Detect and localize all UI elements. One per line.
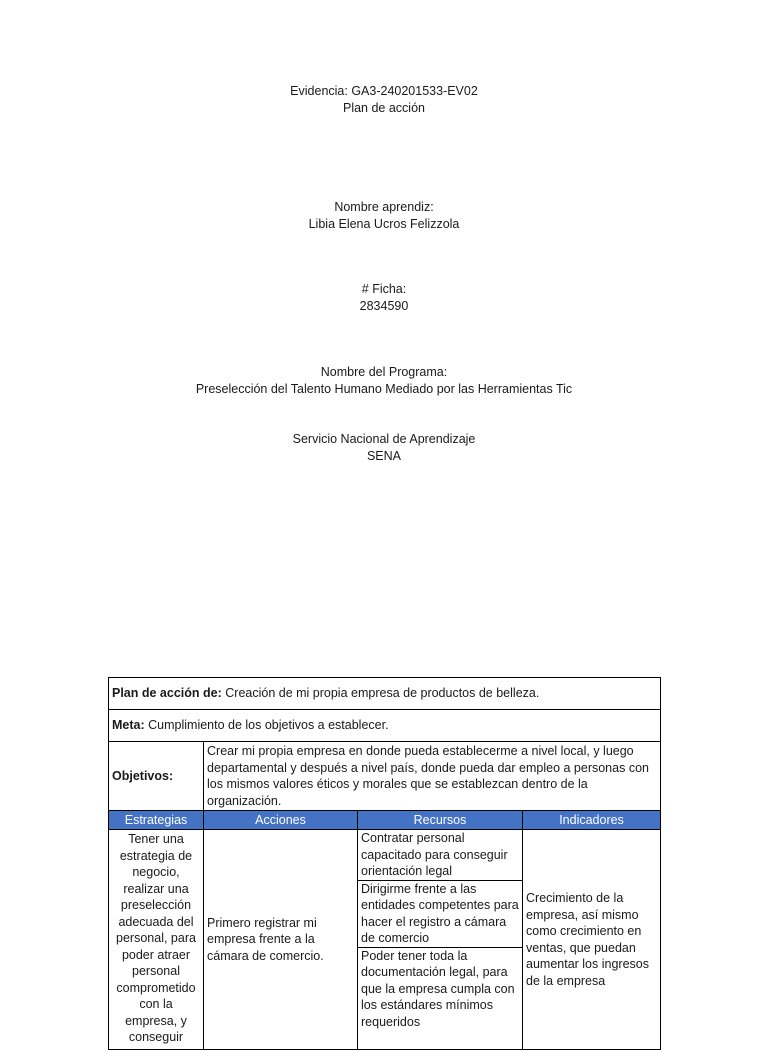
table-row xyxy=(109,830,661,1050)
institution-acronym: SENA xyxy=(366,448,402,463)
ficha-label: # Ficha: xyxy=(361,282,407,296)
recurso-item: Contratar personal capacitado para conseguir orientación legal xyxy=(358,830,522,881)
cover-evidence-block xyxy=(0,83,768,116)
program-name: Preselección del Talento Humano Mediado por las Herramientas Tic xyxy=(195,381,573,396)
institution-name: Servicio Nacional de Aprendizaje xyxy=(292,432,476,446)
recurso-item: Poder tener toda la documentación legal, para que la empresa cumpla con los estándares mínimos requeridos xyxy=(361,948,515,1029)
objetivos-value: Crear mi propia empresa en donde pueda establecerme a nivel local, y luego departamental y después a nivel país, donde pueda dar empleo a personas con los mismos valores éticos y morales que se establezcan dentro de la organización. xyxy=(204,742,661,811)
student-name: Libia Elena Ucros Felizzola xyxy=(308,216,460,231)
program-label: Nombre del Programa: xyxy=(320,365,448,379)
column-header-row xyxy=(109,811,661,830)
estrategia-cell: Tener una estrategia de negocio, realizar una preselección adecuada del personal, para poder atraer personal comprometido con la empresa, y conseguir xyxy=(109,830,204,1050)
header-recursos: Recursos xyxy=(358,811,523,830)
recursos-cell xyxy=(358,830,523,1050)
meta-row xyxy=(109,710,661,742)
meta-label: Meta: xyxy=(112,718,145,733)
header-acciones: Acciones xyxy=(204,811,358,830)
accion-cell: Primero registrar mi empresa frente a la cámara de comercio. xyxy=(204,830,358,1050)
document-title: Plan de acción xyxy=(342,100,425,115)
plan-value: Creación de mi propia empresa de productos de belleza. xyxy=(225,686,540,701)
plan-cell xyxy=(109,678,661,710)
cover-institution-block xyxy=(0,431,768,464)
indicador-cell: Crecimiento de la empresa, así mismo como crecimiento en ventas, que puedan aumentar los ingresos de la empresa xyxy=(523,830,661,1050)
action-plan-table xyxy=(108,677,661,1050)
student-name-label: Nombre aprendiz: xyxy=(334,200,434,214)
recurso-item: Dirigirme frente a las entidades competentes para hacer el registro a cámara de comercio xyxy=(358,881,522,948)
meta-cell xyxy=(109,710,661,742)
plan-label: Plan de acción de: xyxy=(112,686,222,701)
header-indicadores: Indicadores xyxy=(523,811,661,830)
evidence-code: Evidencia: GA3-240201533-EV02 xyxy=(290,84,478,98)
header-estrategias: Estrategias xyxy=(109,811,204,830)
objetivos-row xyxy=(109,742,661,811)
cover-ficha-block xyxy=(0,281,768,314)
objetivos-label: Objetivos: xyxy=(109,742,204,811)
cover-program-block xyxy=(0,364,768,397)
ficha-number: 2834590 xyxy=(359,298,409,313)
cover-student-block xyxy=(0,199,768,232)
plan-row xyxy=(109,678,661,710)
meta-value: Cumplimiento de los objetivos a establecer. xyxy=(148,718,389,733)
